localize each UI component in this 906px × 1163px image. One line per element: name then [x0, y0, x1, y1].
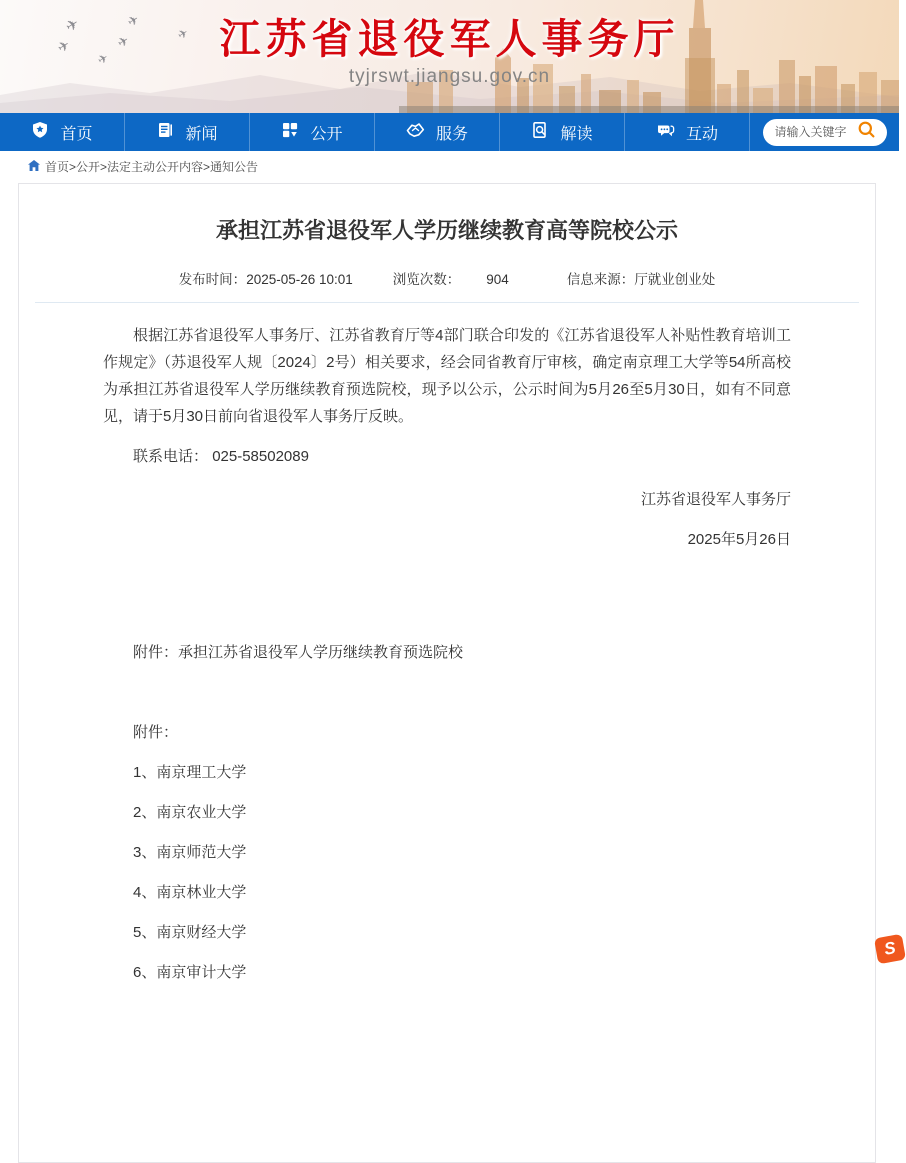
- nav-item-label: 新闻: [185, 125, 218, 143]
- list-item: 4、南京林业大学: [133, 884, 247, 901]
- list-item: 5、南京财经大学: [133, 924, 247, 941]
- site-url: tyjrswt.jiangsu.gov.cn: [348, 66, 551, 87]
- university-list: [103, 759, 791, 986]
- jet-icon: ✈: [95, 50, 112, 68]
- breadcrumb: [0, 151, 899, 182]
- list-item: 2、南京农业大学: [133, 804, 247, 821]
- nav-item-disclosure[interactable]: [250, 113, 375, 151]
- source-value: 厅就业创业处: [634, 272, 716, 287]
- contact-line: [103, 443, 791, 470]
- signature: 江苏省退役军人事务厅: [640, 491, 791, 508]
- shield-badge-icon: [31, 121, 49, 144]
- nav-search-area: [750, 113, 899, 151]
- nav-item-services[interactable]: [375, 113, 500, 151]
- grid-squares-icon: [281, 121, 299, 144]
- jet-icon: ✈: [62, 14, 83, 36]
- breadcrumb-text[interactable]: 首页>公开>法定主动公开内容>通知公告: [45, 160, 259, 174]
- main-nav: [0, 113, 899, 151]
- nav-item-label: 公开: [310, 125, 343, 143]
- article-container: [18, 183, 876, 1163]
- chat-bubbles-icon: [656, 121, 675, 144]
- site-banner: [0, 0, 899, 113]
- news-book-icon: [156, 121, 174, 144]
- nav-item-interaction[interactable]: [625, 113, 750, 151]
- article-meta: [19, 268, 875, 288]
- handshake-icon: [406, 121, 425, 144]
- site-title: 江苏省退役军人事务厅: [219, 16, 680, 62]
- list-item: 6、南京审计大学: [133, 964, 247, 981]
- meta-divider: [35, 302, 859, 303]
- search-input[interactable]: [775, 125, 857, 139]
- jet-icon: ✈: [175, 25, 192, 43]
- jet-icon: ✈: [114, 32, 132, 51]
- doc-magnifier-icon: [531, 121, 549, 144]
- publish-time-value: 2025-05-26 10:01: [246, 272, 353, 287]
- publish-time-label: 发布时间：: [178, 272, 247, 287]
- article-title: 承担江苏省退役军人学历继续教育高等院校公示: [215, 218, 678, 243]
- nav-item-label: 解读: [560, 125, 593, 143]
- source-label: 信息来源：: [566, 272, 635, 287]
- jet-icon: ✈: [124, 11, 142, 30]
- nav-item-label: 互动: [685, 125, 718, 143]
- nav-item-label: 首页: [60, 125, 93, 143]
- nav-item-home[interactable]: [0, 113, 125, 151]
- article-paragraph: 根据江苏省退役军人事务厅、江苏省教育厅等4部门联合印发的《江苏省退役军人补贴性教育培训工作规定》（苏退役军人规〔2024〕2号）相关要求，经会同省教育厅审核，确定南京理工大学等54所高校为承担江苏省退役军人学历继续教育预选院校，现予以公示，公示时间为5月26至5月30日，如有不同意见，请于5月30日前向省退役军人事务厅反映。: [103, 327, 791, 425]
- search-icon[interactable]: [857, 120, 876, 144]
- watermark-badge: S: [874, 934, 906, 964]
- attachment-label: 附件：: [133, 724, 179, 741]
- article-body: [19, 322, 875, 986]
- contact-label: 联系电话：: [133, 448, 209, 465]
- list-item: 1、南京理工大学: [133, 764, 247, 781]
- attachment-line[interactable]: 附件：承担江苏省退役军人学历继续教育预选院校: [133, 644, 464, 661]
- views-value: 904: [486, 272, 509, 287]
- nav-item-interpretation[interactable]: [500, 113, 625, 151]
- document-date: 2025年5月26日: [687, 531, 791, 548]
- search-box[interactable]: [763, 119, 887, 146]
- jet-icon: ✈: [54, 36, 73, 56]
- nav-item-news[interactable]: [125, 113, 250, 151]
- home-icon: [28, 160, 40, 174]
- contact-value: 025-58502089: [212, 448, 309, 465]
- list-item: 3、南京师范大学: [133, 844, 247, 861]
- nav-item-label: 服务: [435, 125, 468, 143]
- views-label: 浏览次数：: [392, 272, 461, 287]
